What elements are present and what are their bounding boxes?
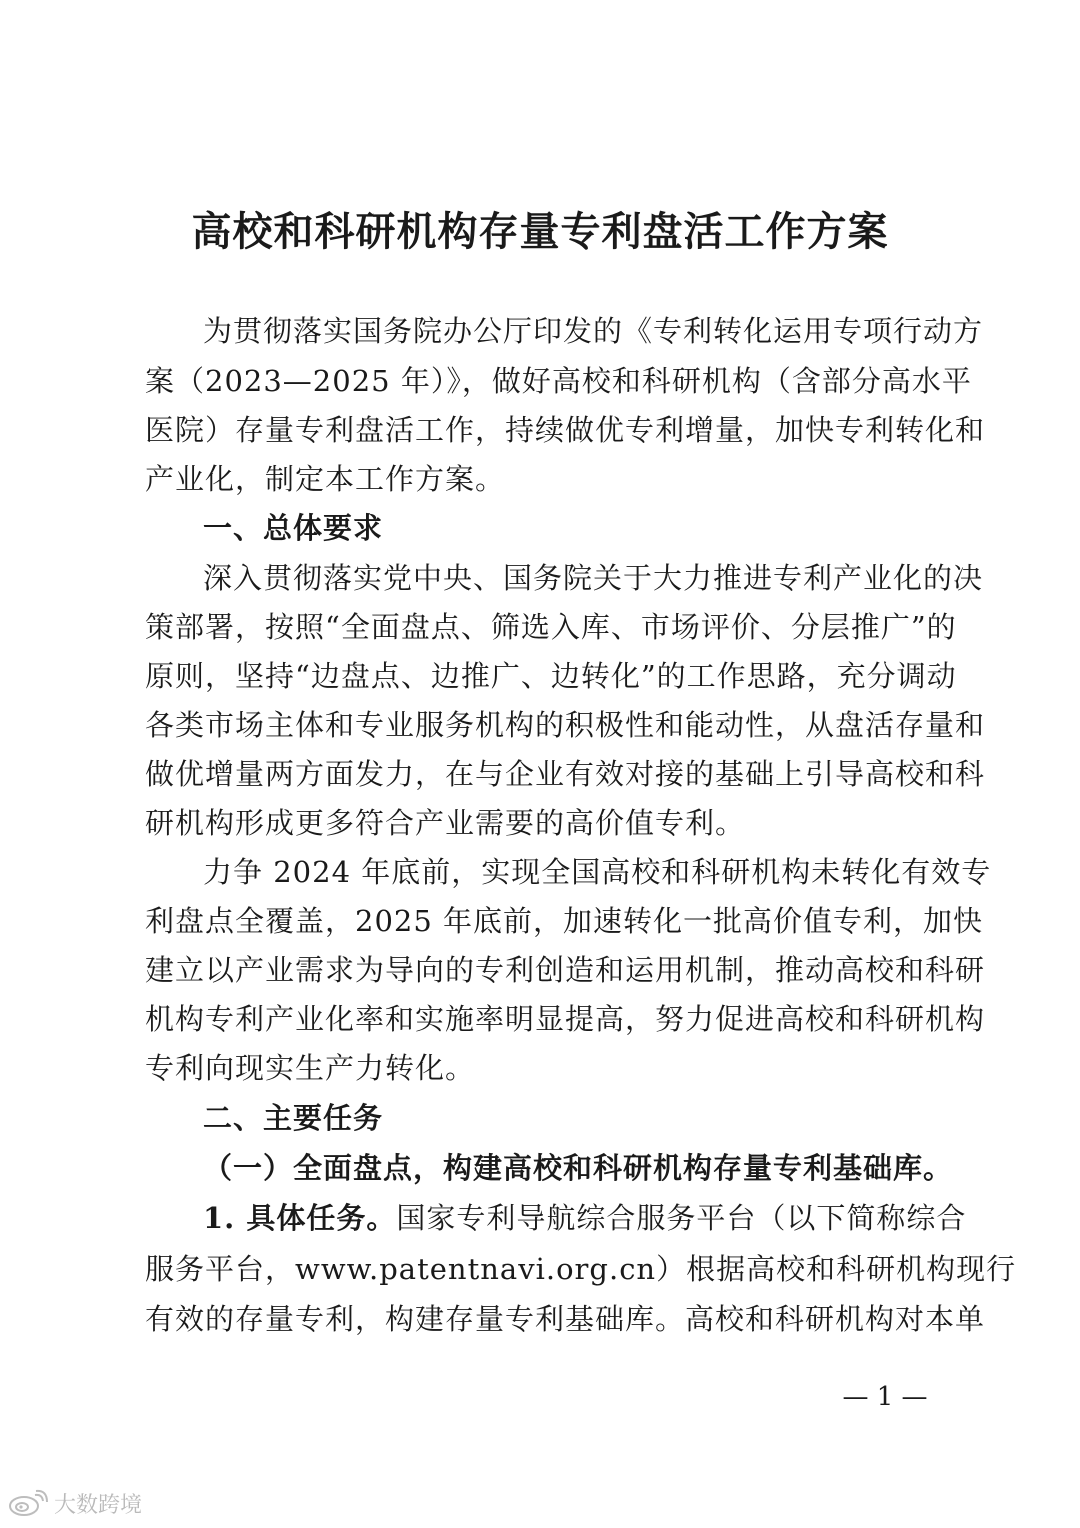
section1-para2-line-5: 专利向现实生产力转化。: [145, 1051, 476, 1085]
section1-para2-line-1: 力争 2024 年底前，实现全国高校和科研机构未转化有效专: [203, 855, 992, 889]
task1-text: 国家专利导航综合服务平台（以下简称综合: [396, 1201, 967, 1235]
section1-para2-line-2: 利盘点全覆盖，2025 年底前，加速转化一批高价值专利，加快: [145, 904, 984, 938]
intro-line-1: 为贯彻落实国务院办公厅印发的《专利转化运用专项行动方: [203, 314, 984, 348]
document-title: 高校和科研机构存量专利盘活工作方案: [191, 208, 889, 255]
watermark-text: 大数跨境: [54, 1492, 143, 1518]
section1-para1-line-3: 原则，坚持“边盘点、边推广、边转化”的工作思路，充分调动: [145, 659, 957, 693]
weibo-icon: [8, 1489, 48, 1517]
section1-para1-line-2: 策部署，按照“全面盘点、筛选入库、市场评价、分层推广”的: [145, 610, 957, 644]
task1-label: 1. 具体任务。: [203, 1201, 397, 1235]
intro-line-2: 案（2023—2025 年）》，做好高校和科研机构（含部分高水平: [145, 364, 972, 398]
page-number: — 1 —: [842, 1382, 928, 1412]
task1-line-2: 服务平台，www.patentnavi.org.cn）根据高校和科研机构现行: [145, 1252, 1017, 1286]
section-heading-main-tasks: 二、主要任务: [203, 1101, 384, 1135]
task1-line-3: 有效的存量专利，构建存量专利基础库。高校和科研机构对本单: [145, 1302, 986, 1336]
watermark: [8, 1488, 142, 1518]
section1-para1-line-6: 研机构形成更多符合产业需要的高价值专利。: [145, 806, 746, 840]
section1-para1-line-4: 各类市场主体和专业服务机构的积极性和能动性，从盘活存量和: [145, 708, 986, 742]
section1-para2-line-4: 机构专利产业化率和实施率明显提高，努力促进高校和科研机构: [145, 1002, 986, 1036]
subsection-heading-1: （一）全面盘点，构建高校和科研机构存量专利基础库。: [203, 1151, 954, 1185]
section1-para1-line-1: 深入贯彻落实党中央、国务院关于大力推进专利产业化的决: [203, 561, 984, 595]
intro-line-4: 产业化，制定本工作方案。: [145, 462, 506, 496]
task1-line-1: [203, 1200, 967, 1236]
section-heading-general-requirements: 一、总体要求: [203, 511, 384, 545]
intro-line-3: 医院）存量专利盘活工作，持续做优专利增量，加快专利转化和: [145, 413, 986, 447]
section1-para2-line-3: 建立以产业需求为导向的专利创造和运用机制，推动高校和科研: [145, 953, 986, 987]
section1-para1-line-5: 做优增量两方面发力，在与企业有效对接的基础上引导高校和科: [145, 757, 986, 791]
